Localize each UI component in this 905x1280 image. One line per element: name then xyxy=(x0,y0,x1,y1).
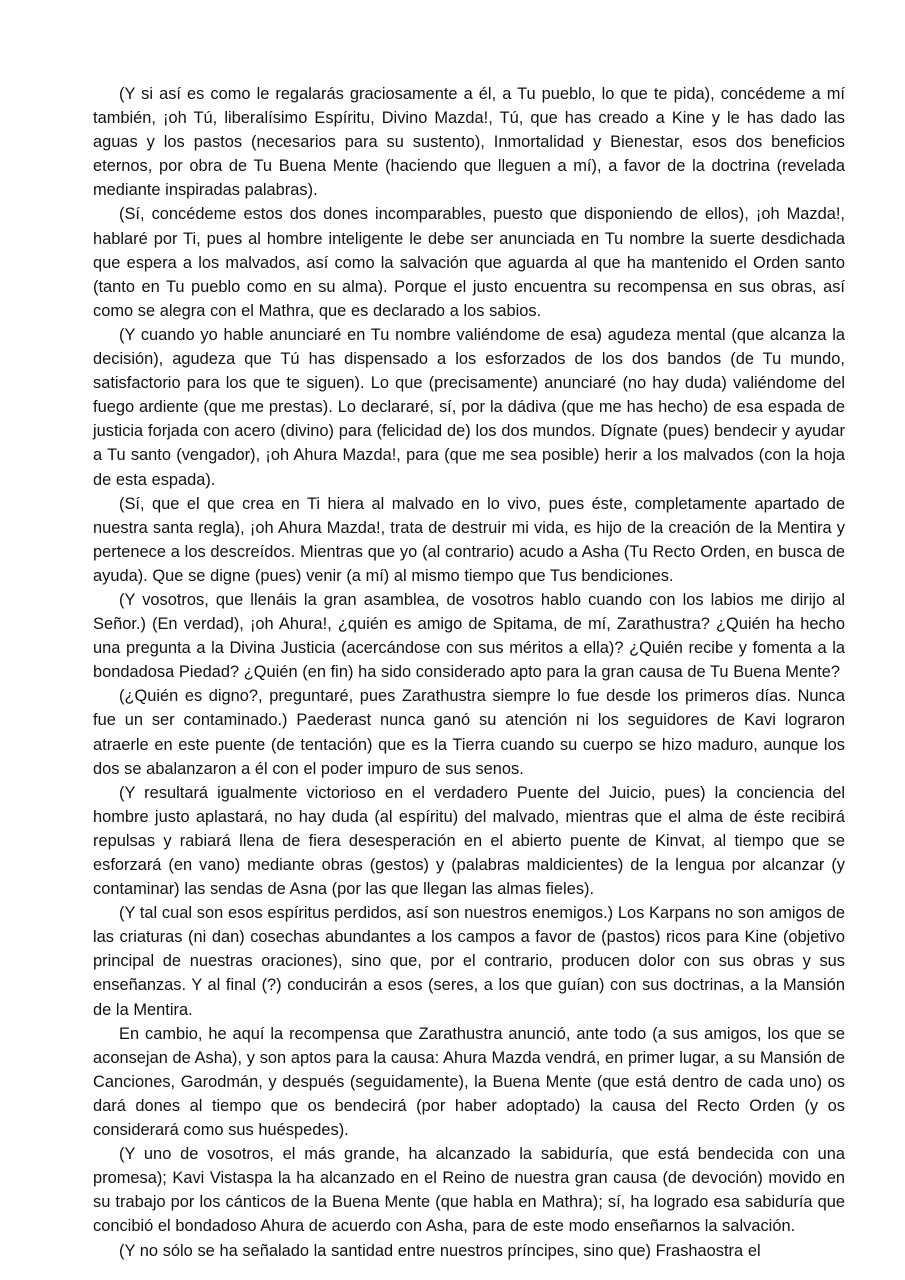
paragraph: (Y resultará igualmente victorioso en el verdadero Puente del Juicio, pues) la conciencia del hombre justo aplastará, no hay duda (al espíritu) del malvado, mientras que el alma de éste recibirá repulsas y rabiará llena de fiera desesperación en el abierto puente de Kinvat, al tiempo que se esforzará (en vano) mediante obras (gestos) y (palabras maldicientes) de la lengua por alcanzar (y contaminar) las sendas de Asna (por las que llegan las almas fieles). xyxy=(93,783,845,899)
body-text-column xyxy=(93,82,845,1263)
paragraph: (Y uno de vosotros, el más grande, ha alcanzado la sabiduría, que está bendecida con una promesa); Kavi Vistaspa la ha alcanzado en el Reino de nuestra gran causa (de devoción) movido en su trabajo por los cánticos de la Buena Mente (que habla en Mathra); sí, ha logrado esa sabiduría que concibió el bondadoso Ahura de acuerdo con Asha, para de este modo enseñarnos la salvación. xyxy=(93,1145,845,1236)
paragraph: (Y cuando yo hable anunciaré en Tu nombre valiéndome de esa) agudeza mental (que alcanza la decisión), agudeza que Tú has dispensado a los esforzados de los dos bandos (de Tu mundo, satisfactorio para los que te siguen). Lo que (precisamente) anunciaré (no hay duda) valiéndome del fuego ardiente (que me prestas). Lo declararé, sí, por la dádiva (que me has hecho) de esa espada de justicia forjada con acero (divino) para (felicidad de) los dos mundos. Dígnate (pues) bendecir y ayudar a Tu santo (vengador), ¡oh Ahura Mazda!, para (que me sea posible) herir a los malvados (con la hoja de esta espada). xyxy=(93,325,845,489)
paragraph: (¿Quién es digno?, preguntaré, pues Zarathustra siempre lo fue desde los primeros días. Nunca fue un ser contaminado.) Paederast nunca ganó su atención ni los seguidores de Kavi lograron atraerle en este puente (de tentación) que es la Tierra cuando su cuerpo se hizo maduro, aunque los dos se abalanzaron a él con el poder impuro de sus senos. xyxy=(93,687,845,778)
paragraph: (Sí, concédeme estos dos dones incomparables, puesto que disponiendo de ellos), ¡oh Mazda!, hablaré por Ti, pues al hombre inteligente le debe ser anunciada en Tu nombre la suerte desdichada que espera a los malvados, así como la salvación que aguarda al que ha mantenido el Orden santo (tanto en Tu pueblo como en su alma). Porque el justo encuentra su recompensa en sus obras, así como se alegra con el Mathra, que es declarado a los sabios. xyxy=(93,205,845,320)
paragraph: (Y no sólo se ha señalado la santidad entre nuestros príncipes, sino que) Frashaostra el xyxy=(119,1241,761,1260)
paragraph: (Y si así es como le regalarás graciosamente a él, a Tu pueblo, lo que te pida), concédeme a mí también, ¡oh Tú, liberalísimo Espíritu, Divino Mazda!, Tú, que has creado a Kine y le has dado las aguas y los pastos (necesarios para su sustento), Inmortalidad y Bienestar, esos dos beneficios eternos, por obra de Tu Buena Mente (haciendo que lleguen a mí), a favor de la doctrina (revelada mediante inspiradas palabras). xyxy=(93,85,845,200)
paragraph: En cambio, he aquí la recompensa que Zarathustra anunció, ante todo (a sus amigos, los que se aconsejan de Asha), y son aptos para la causa: Ahura Mazda vendrá, en primer lugar, a su Mansión de Canciones, Garodmán, y después (seguidamente), la Buena Mente (que está dentro de cada uno) os dará dones al tiempo que os bendecirá (por haber adoptado) la causa del Recto Orden (y os considerará como sus huéspedes). xyxy=(93,1024,845,1140)
paragraph: (Sí, que el que crea en Ti hiera al malvado en lo vivo, pues éste, completamente apartado de nuestra santa regla), ¡oh Ahura Mazda!, trata de destruir mi vida, es hijo de la creación de la Mentira y pertenece a los descreídos. Mientras que yo (al contrario) acudo a Asha (Tu Recto Orden, en busca de ayuda). Que se digne (pues) venir (a mí) al mismo tiempo que Tus bendiciones. xyxy=(93,494,845,585)
paragraph: (Y tal cual son esos espíritus perdidos, así son nuestros enemigos.) Los Karpans no son amigos de las criaturas (ni dan) cosechas abundantes a los campos a favor de (pastos) ricos para Kine (objetivo principal de nuestras oraciones), sino que, por el contrario, producen dolor con sus obras y sus enseñanzas. Y al final (?) conducirán a esos (seres, a los que guían) con sus doctrinas, a la Mansión de la Mentira. xyxy=(93,904,845,1019)
paragraph: (Y vosotros, que llenáis la gran asamblea, de vosotros hablo cuando con los labios me dirijo al Señor.) (En verdad), ¡oh Ahura!, ¿quién es amigo de Spitama, de mí, Zarathustra? ¿Quién ha hecho una pregunta a la Divina Justicia (acercándose con sus méritos a ella)? ¿Quién recibe y fomenta a la bondadosa Piedad? ¿Quién (en fin) ha sido considerado apto para la gran causa de Tu Buena Mente? xyxy=(93,590,845,682)
